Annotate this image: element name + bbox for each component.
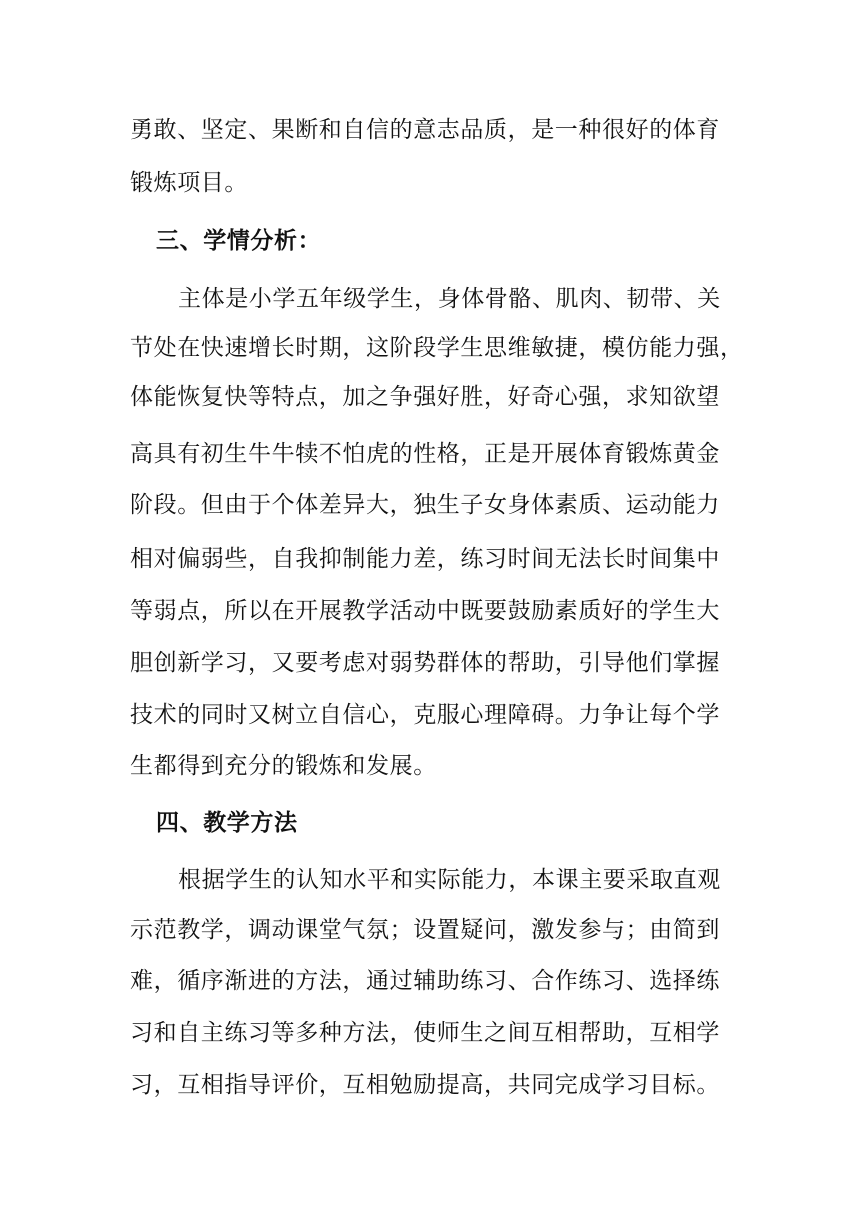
intro-line-2: 锻炼项目。 [130, 170, 248, 196]
section-4-paragraph-line-2: 示范教学，调动课堂气氛；设置疑问，激发参与；由简到 [130, 917, 720, 943]
intro-line-1: 勇敢、坚定、果断和自信的意志品质，是一种很好的体育 [130, 117, 720, 143]
section-4-heading: 四、教学方法 [156, 809, 298, 836]
section-4-paragraph-line-5: 习，互相指导评价，互相勉励提高，共同完成学习目标。 [130, 1072, 720, 1098]
section-3-paragraph-line-1: 主体是小学五年级学生，身体骨骼、肌肉、韧带、关 [178, 286, 721, 312]
section-3-paragraph-line-5: 阶段。但由于个体差异大，独生子女身体素质、运动能力 [130, 492, 720, 518]
section-3-paragraph-line-10: 生都得到充分的锻炼和发展。 [130, 753, 437, 779]
section-3-paragraph-line-6: 相对偏弱些，自我抑制能力差，练习时间无法长时间集中 [130, 546, 720, 572]
section-3-paragraph-line-3: 体能恢复快等特点，加之争强好胜，好奇心强，求知欲望 [130, 384, 720, 410]
section-3-paragraph-line-8: 胆创新学习，又要考虑对弱势群体的帮助，引导他们掌握 [130, 650, 720, 676]
section-3-paragraph-line-9: 技术的同时又树立自信心，克服心理障碍。力争让每个学 [130, 702, 720, 728]
section-3-paragraph-line-4: 高具有初生牛牛犊不怕虎的性格，正是开展体育锻炼黄金 [130, 441, 720, 467]
section-3-heading: 三、学情分析： [156, 227, 322, 254]
section-4-paragraph-line-4: 习和自主练习等多种方法，使师生之间互相帮助，互相学 [130, 1020, 720, 1046]
section-4-paragraph-line-1: 根据学生的认知水平和实际能力，本课主要采取直观 [178, 867, 721, 893]
section-4-paragraph-line-3: 难，循序渐进的方法，通过辅助练习、合作练习、选择练 [130, 968, 720, 994]
section-3-paragraph-line-2: 节处在快速增长时期，这阶段学生思维敏捷，模仿能力强， [130, 335, 744, 361]
section-3-paragraph-line-7: 等弱点，所以在开展教学活动中既要鼓励素质好的学生大 [130, 598, 720, 624]
